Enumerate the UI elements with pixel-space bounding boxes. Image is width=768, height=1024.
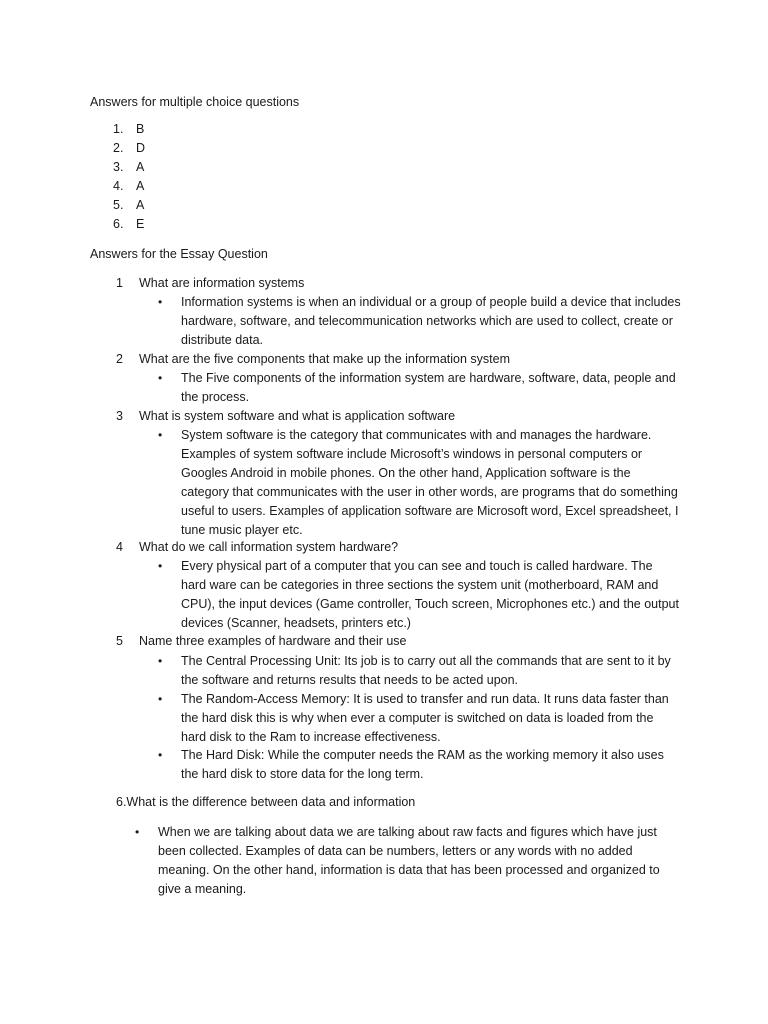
answer-text: Every physical part of a computer that you can see and touch is called hardware. The hard ware can be categories in three sections the system unit (motherboard, RAM and CPU), the input devices (Game controller, Touch screen, Microphones etc.) and the output devices (Scanner, headsets, printers etc.): [181, 559, 679, 630]
bullet-icon: •: [158, 692, 163, 706]
essay-question-6: 6.What is the difference between data and information: [116, 795, 416, 809]
mc-answer-letter: A: [136, 179, 145, 193]
mc-answer-number: 4.: [113, 179, 124, 193]
question-number: 3: [116, 409, 123, 423]
bullet-icon: •: [158, 295, 163, 309]
mc-answer-letter: A: [136, 160, 145, 174]
answer-text: The Five components of the information system are hardware, software, data, people and the process.: [181, 371, 676, 404]
mc-answer-number: 6.: [113, 217, 124, 231]
mc-answer-letter: E: [136, 217, 145, 231]
bullet-icon: •: [158, 428, 163, 442]
mc-answer-number: 2.: [113, 141, 124, 155]
answer-text: The Hard Disk: While the computer needs the RAM as the working memory it also uses the hard disk to store data for the long term.: [181, 748, 664, 781]
answer-text: The Central Processing Unit: Its job is to carry out all the commands that are sent to it by the software and returns results that needs to be acted upon.: [181, 654, 671, 687]
question-number: 4: [116, 540, 123, 554]
question-number: 5: [116, 634, 123, 648]
mc-answer-number: 1.: [113, 122, 124, 136]
question-text: What is system software and what is application software: [139, 409, 456, 423]
bullet-icon: •: [158, 559, 163, 573]
answer-text: When we are talking about data we are talking about raw facts and figures which have just been collected. Examples of data can be numbers, letters or any words with no added meaning. On the other hand, information is data that has been processed and organized to give a meaning.: [158, 825, 660, 896]
question-text: What are the five components that make up the information system: [139, 352, 511, 366]
mc-answer-letter: A: [136, 198, 145, 212]
answer-text: The Random-Access Memory: It is used to transfer and run data. It runs data faster than the hard disk this is why when ever a computer is switched on data is loaded from the hard disk to the Ram to increase effectiveness.: [181, 692, 669, 744]
mc-heading: Answers for multiple choice questions: [90, 95, 300, 109]
bullet-icon: •: [158, 371, 163, 385]
question-text: Name three examples of hardware and their use: [139, 634, 407, 648]
mc-answer-number: 5.: [113, 198, 124, 212]
answer-text: System software is the category that communicates with and manages the hardware. Examples of system software include Microsoft’s windows in personal computers or Googles Android in mobile phones. On the other hand, Application software is the category that communicates with the user in other words, are programs that do something useful to users. Examples of application software are Microsoft word, Excel spreadsheet, I tune music player etc.: [181, 428, 679, 537]
question-number: 2: [116, 352, 123, 366]
essay-heading: Answers for the Essay Question: [90, 247, 268, 261]
mc-answer-letter: D: [136, 141, 146, 155]
answer-text: Information systems is when an individual or a group of people build a device that includes hardware, software, and telecommunication networks which are used to collect, create or distribute data.: [181, 295, 681, 347]
mc-answer-number: 3.: [113, 160, 124, 174]
bullet-icon: •: [158, 748, 163, 762]
question-number: 1: [116, 276, 123, 290]
bullet-icon: •: [135, 825, 140, 839]
mc-answer-letter: B: [136, 122, 145, 136]
bullet-icon: •: [158, 654, 163, 668]
question-text: What are information systems: [139, 276, 305, 290]
question-text: What do we call information system hardware?: [139, 540, 399, 554]
